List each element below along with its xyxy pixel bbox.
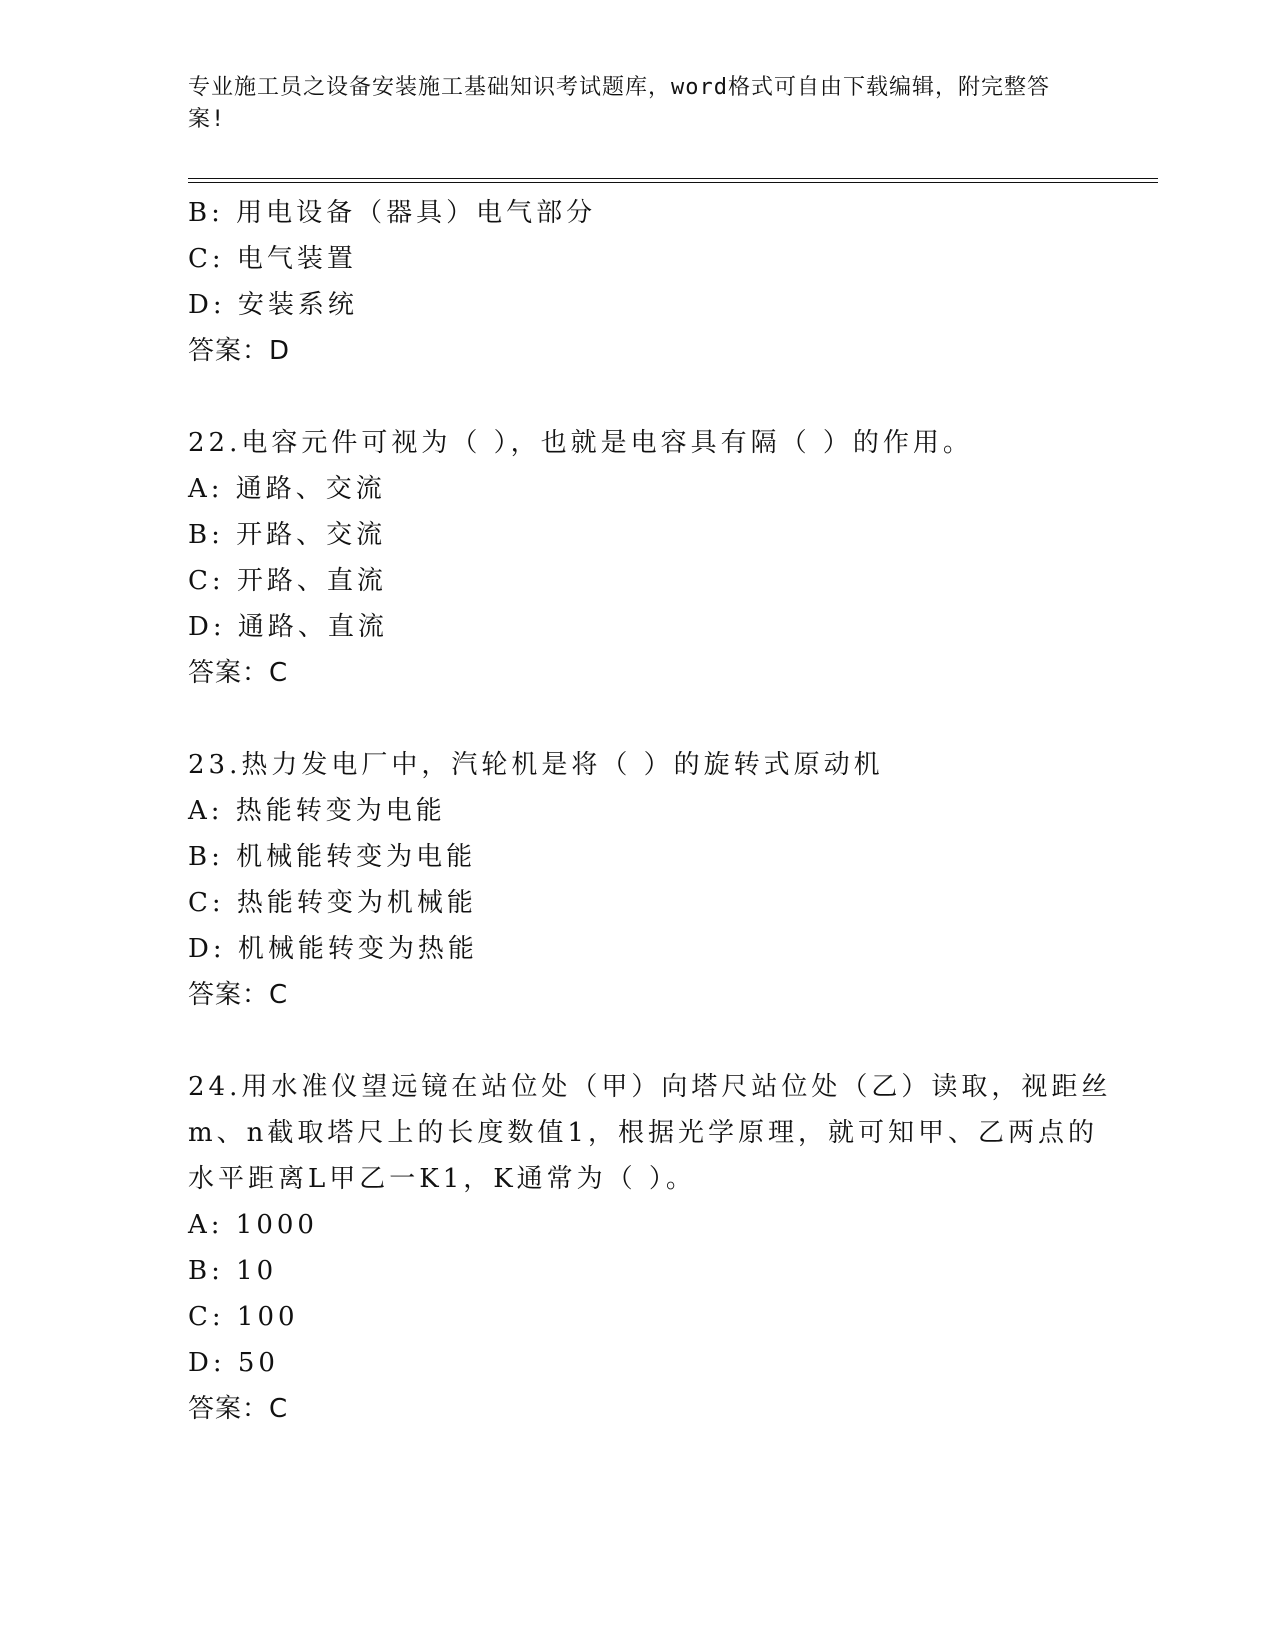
spacer bbox=[188, 374, 1088, 420]
header-divider bbox=[188, 178, 1158, 183]
option-c: C: 开路、直流 bbox=[188, 566, 387, 596]
option-b: B: 机械能转变为电能 bbox=[188, 842, 477, 872]
option-b: B: 用电设备（器具）电气部分 bbox=[188, 198, 597, 228]
answer-text: 答案：C bbox=[188, 980, 289, 1010]
question-block-23 bbox=[188, 742, 1088, 1018]
option-d: D: 50 bbox=[188, 1348, 279, 1378]
option-c: C: 热能转变为机械能 bbox=[188, 888, 477, 918]
option-a: A: 1000 bbox=[188, 1210, 318, 1240]
question-text-line-1: 24.用水准仪望远镜在站位处（甲）向塔尺站位处（乙）读取，视距丝 bbox=[188, 1072, 1112, 1102]
question-text-line-2: m、n截取塔尺上的长度数值1，根据光学原理，就可知甲、乙两点的 bbox=[188, 1118, 1098, 1148]
option-b: B: 10 bbox=[188, 1256, 278, 1286]
option-d: D: 机械能转变为热能 bbox=[188, 934, 478, 964]
option-a: A: 通路、交流 bbox=[188, 474, 386, 504]
answer-text: 答案：D bbox=[188, 336, 291, 366]
document-body bbox=[188, 190, 1112, 1432]
option-b: B: 开路、交流 bbox=[188, 520, 387, 550]
option-a: A: 热能转变为电能 bbox=[188, 796, 446, 826]
question-text-line-3: 水平距离L甲乙一K1，K通常为（ ）。 bbox=[188, 1164, 696, 1194]
option-c: C: 电气装置 bbox=[188, 244, 357, 274]
question-block-24 bbox=[188, 1064, 1112, 1432]
spacer bbox=[188, 1018, 1088, 1064]
question-block-22 bbox=[188, 420, 1088, 696]
option-d: D: 安装系统 bbox=[188, 290, 358, 320]
option-c: C: 100 bbox=[188, 1302, 299, 1332]
question-text: 22.电容元件可视为（ ），也就是电容具有隔（ ）的作用。 bbox=[188, 428, 973, 458]
document-title: 专业施工员之设备安装施工基础知识考试题库，word格式可自由下载编辑，附完整答案! bbox=[188, 75, 1050, 132]
spacer bbox=[188, 696, 1088, 742]
question-block-21 bbox=[188, 190, 1088, 374]
document-header bbox=[188, 72, 1068, 136]
answer-text: 答案：C bbox=[188, 1394, 289, 1424]
answer-text: 答案：C bbox=[188, 658, 289, 688]
question-text: 23.热力发电厂中，汽轮机是将（ ）的旋转式原动机 bbox=[188, 750, 884, 780]
option-d: D: 通路、直流 bbox=[188, 612, 388, 642]
